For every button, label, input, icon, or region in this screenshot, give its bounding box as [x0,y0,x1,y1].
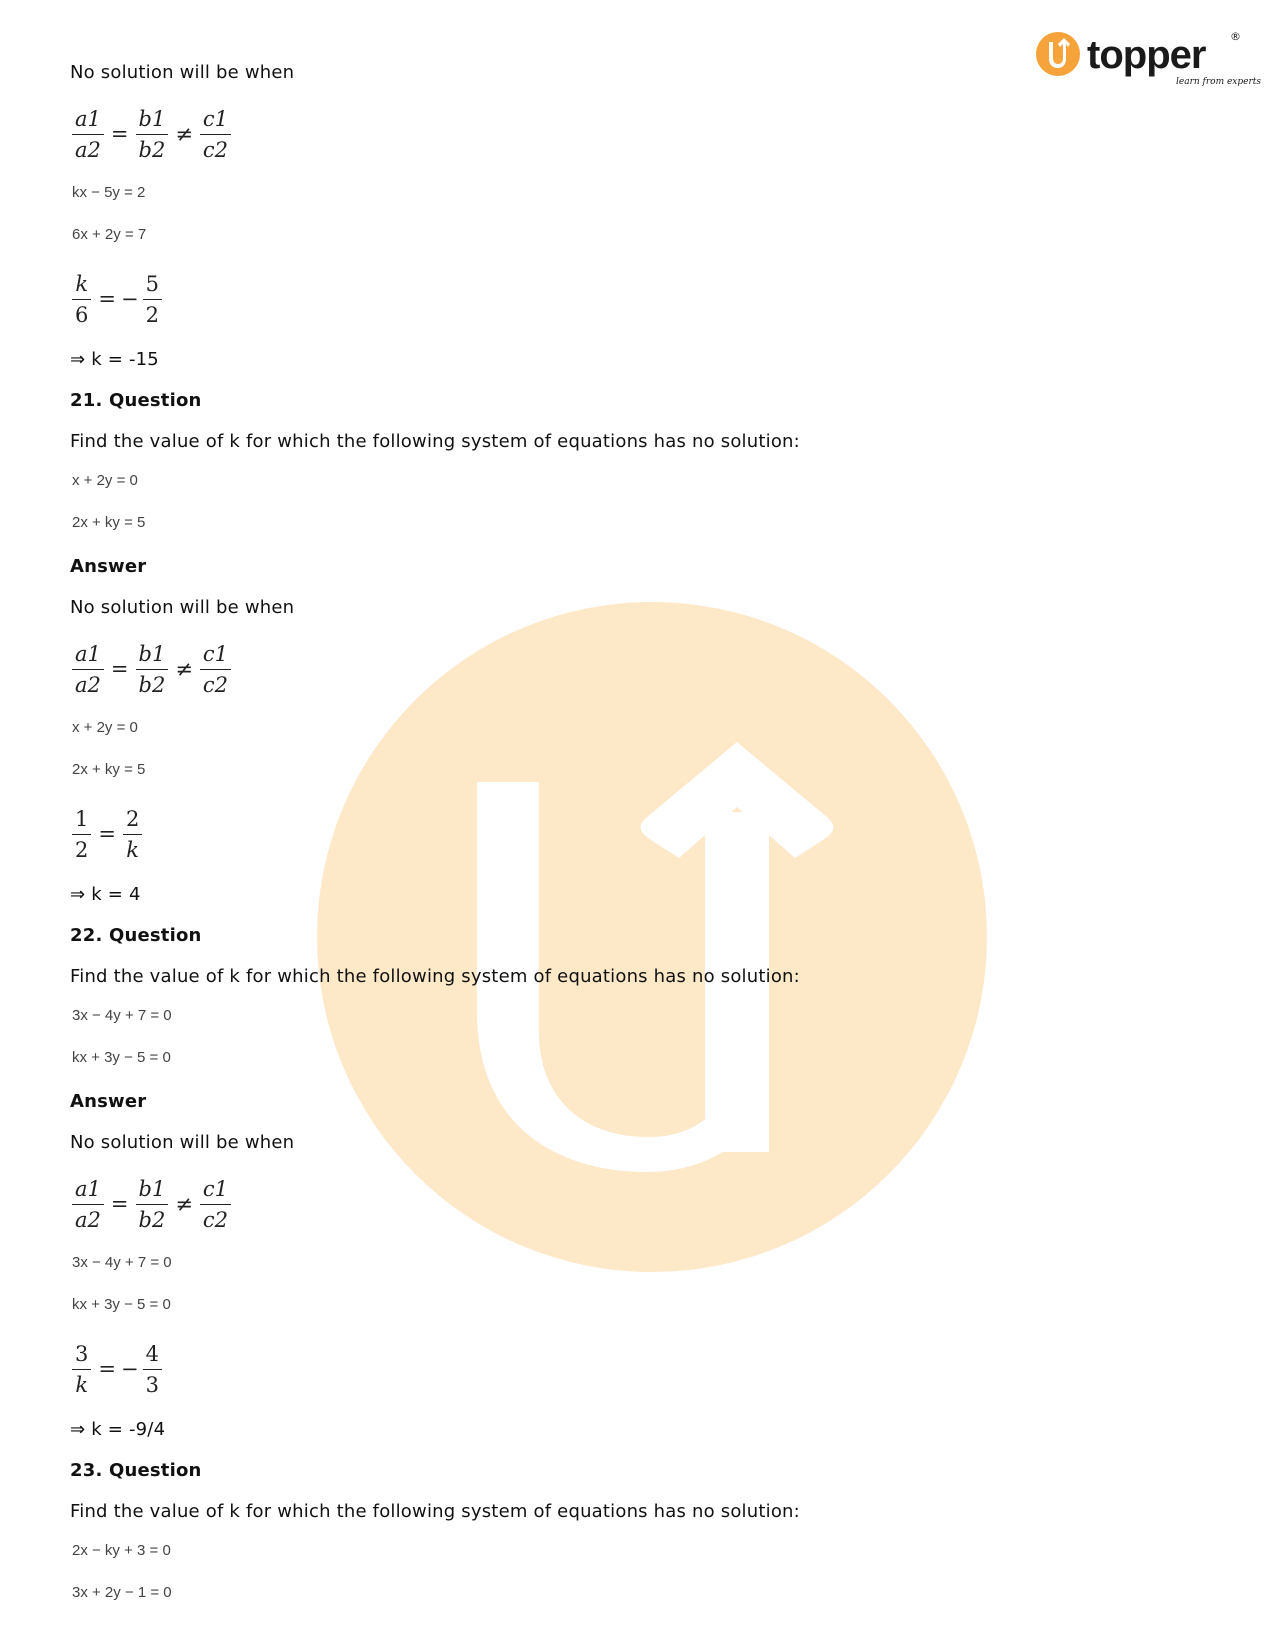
topper-logo [1036,26,1262,92]
equation: x + 2y = 0 [72,719,138,736]
answer-heading: Answer [70,1091,147,1112]
equation: 2x + ky = 5 [72,514,146,531]
equation: kx + 3y − 5 = 0 [72,1296,171,1313]
equation: 2x + ky = 5 [72,761,146,778]
svg-text:®: ® [1230,30,1241,43]
question-text: Find the value of k for which the following system of equations has no solution: [70,1501,800,1522]
ratio-condition: $\frac{a1}{a2}$ = $\frac{b1}{b2}$ ≠ $\frac{c1}{c2}$ [70,1171,1170,1237]
fraction-equation: $\frac{k}{6}$ = − $\frac{5}{2}$ [70,266,1170,332]
svg-text:topper: topper [1087,33,1206,77]
equation: 3x − 4y + 7 = 0 [72,1007,172,1024]
document-body [70,60,1170,1624]
solution-condition-text: No solution will be when [70,597,295,618]
equation: kx + 3y − 5 = 0 [72,1049,171,1066]
answer-result: ⇒ k = -9/4 [70,1419,166,1440]
equation: 6x + 2y = 7 [72,226,147,243]
solution-condition-text: No solution will be when [70,1132,295,1153]
ratio-condition: $\frac{a1}{a2}$ = $\frac{b1}{b2}$ ≠ $\frac{c1}{c2}$ [70,636,1170,702]
answer-result: ⇒ k = -15 [70,349,159,370]
fraction-equation: $\frac{1}{2}$ = $\frac{2}{k}$ [70,801,1170,867]
question-text: Find the value of k for which the following system of equations has no solution: [70,966,800,987]
equation: 3x + 2y − 1 = 0 [72,1584,172,1601]
ratio-condition: $\frac{a1}{a2}$ = $\frac{b1}{b2}$ ≠ $\frac{c1}{c2}$ [70,101,1170,167]
answer-heading: Answer [70,556,147,577]
equation: x + 2y = 0 [72,472,138,489]
question-text: Find the value of k for which the following system of equations has no solution: [70,431,800,452]
solution-condition-text: No solution will be when [70,62,295,83]
equation: kx − 5y = 2 [72,184,146,201]
equation: 2x − ky + 3 = 0 [72,1542,171,1559]
fraction-equation: $\frac{3}{k}$ = − $\frac{4}{3}$ [70,1336,1170,1402]
question-heading: 23. Question [70,1460,202,1481]
svg-text:learn from experts: learn from experts [1176,77,1262,87]
equation: 3x − 4y + 7 = 0 [72,1254,172,1271]
question-heading: 22. Question [70,925,202,946]
answer-result: ⇒ k = 4 [70,884,141,905]
question-heading: 21. Question [70,390,202,411]
